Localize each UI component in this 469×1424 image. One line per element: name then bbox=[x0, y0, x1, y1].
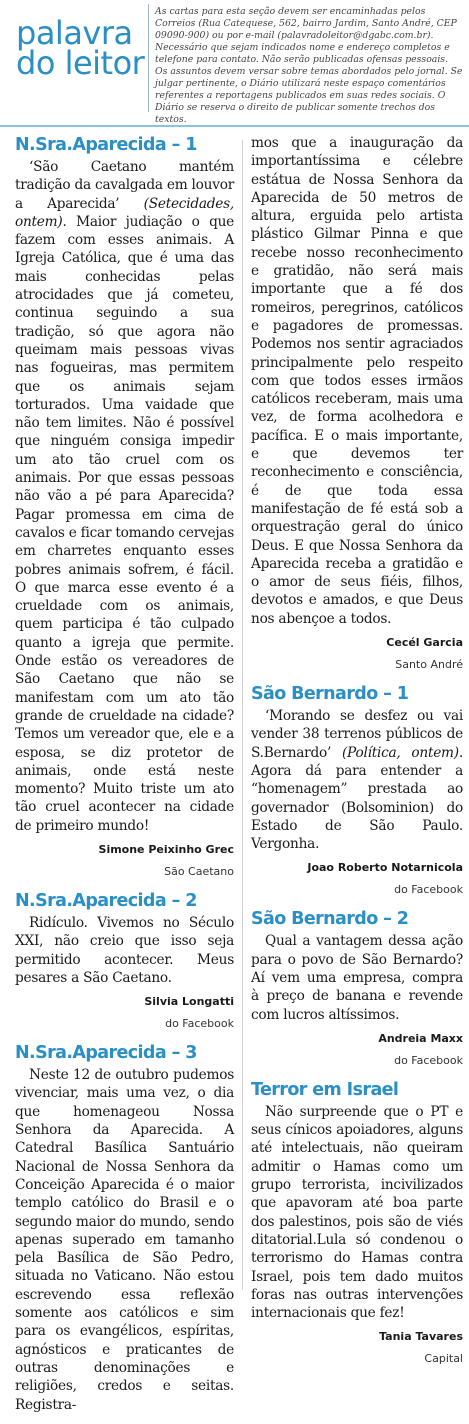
letter-title: N.Sra.Aparecida – 2 bbox=[15, 890, 197, 911]
letter-body: Neste 12 de outubro pudemos vivenciar, mais uma vez, o dia que homenageou Nossa Senhora da Aparecida. A Catedral Basílica Santuário Nacional de Nossa Senhora da Conceição Aparecida é o maior templo católico do Brasil e o segundo maior do mundo, sendo apenas superado em tamanho pela Basílica de São Pedro, situada no Vaticano. Não estou escrevendo essa reflexão somente aos católicos e sim para os evangélicos, espíritas, agnósticos e praticantes de outras denominações e religiões, credos e seitas. Registra- bbox=[15, 1067, 234, 1413]
letter-body: Ridículo. Vivemos no Século XXI, não creio que isso seja permitido acontecer. Meus pesares a São Caetano. bbox=[15, 914, 234, 986]
letter-body: Qual a vantagem dessa ação para o povo de São Bernardo? Aí vem uma empresa, compra à preço de banana e revende com lucros altíssimos. bbox=[251, 933, 463, 1023]
letter-quote: ‘São Caetano mantém tradição da cavalgada em louvor a Aparecida’ bbox=[15, 159, 234, 212]
letter-author: Cecél Garcia bbox=[386, 636, 463, 650]
letter-place: do Facebook bbox=[394, 883, 463, 897]
letter-body: Não surpreende que o PT e seus cínicos apoiadores, alguns até intelectuais, não queiram admitir o Hamas como um grupo terrorista, incivilizados que apavoram até boa parte dos palestinos, pois são de viés ditatorial.Lula só condenou o terrorismo do Hamas contra Israel, pois tem dado muitos foras nas outras intervenções internacionais que fez! bbox=[251, 1103, 463, 1322]
submission-disclaimer: As cartas para esta seção devem ser encaminhadas pelos Correios (Rua Catequese, 562, bairro Jardim, Santo André, CEP 09090-900) ou por e-mail (palavradoleitor@dgabc.com.br). Necessário que sejam indicados nome e endereço completos e telefone para contato. Não serão publicadas ofensas pessoais. Os assuntos devem versar sobre temas abordados pelo jornal. Se julgar pertinente, o Diário utilizará neste espaço comentários referentes a reportagens publicados em suas redes sociais. O Diário se reserva o direito de publicar somente trechos dos textos. bbox=[155, 6, 463, 125]
letter-author: Silvia Longatti bbox=[144, 995, 234, 1009]
letter-title: Terror em Israel bbox=[251, 1079, 399, 1100]
letter-title: N.Sra.Aparecida – 3 bbox=[15, 1043, 197, 1064]
page-header bbox=[0, 0, 469, 125]
letter-terror-israel bbox=[251, 1079, 463, 1368]
letter-aparecida-1 bbox=[15, 134, 234, 880]
left-column bbox=[15, 134, 234, 1424]
letter-source: (Política, ontem) bbox=[341, 744, 459, 761]
letter-author: Joao Roberto Notarnicola bbox=[307, 861, 463, 875]
column-divider bbox=[242, 140, 243, 1290]
letter-signature bbox=[15, 994, 234, 1032]
letter-text: . Agora dá para entender a “homenagem” prestada ao governador (Bolsominion) do Estado de São Paulo. Vergonha. bbox=[251, 744, 463, 853]
letter-source: (Setecidades, ontem) bbox=[15, 195, 234, 230]
letter-quote: ‘Morando se desfez ou vai vender 38 terrenos públicos de S.Bernardo’ bbox=[251, 708, 463, 761]
letter-title: São Bernardo – 2 bbox=[251, 909, 409, 930]
letter-author: Simone Peixinho Grec bbox=[98, 842, 234, 856]
letter-sao-bernardo-1 bbox=[251, 683, 463, 898]
letter-text: . Maior judiação o que fazem com esses animais. A Igreja Católica, que é uma das mais conhecidas pelas atrocidades que já cometeu, continua seguindo a sua tradição, só que agora não queimam mais pessoas vivas nas fogueiras, mas permitem que os animais sejam torturados. Uma vaidade que não tem limites. Não é possível que ninguém consiga impedir um ato tão cruel com os animais. Por que essas pessoas não vão a pé para Aparecida? Pagar promessa em cima de cavalos e ficar tomando cervejas em charretes enquanto esses pobres animais sofrem, é fácil. O que marca esse evento é a crueldade com os animais, quem participa é tão culpado quanto a igreja que permite. Onde estão os vereadores de São Caetano que não se manifestam com um ato tão grande de crueldade na cidade? Temos um vereador que, ele e a esposa, se diz protetor de animais, onde está neste momento? Muito triste um ato tão cruel acontecer na cidade de primeiro mundo! bbox=[15, 213, 234, 834]
section-title-line1: palavra bbox=[16, 14, 133, 52]
letter-signature bbox=[15, 842, 234, 880]
section-title bbox=[16, 14, 146, 82]
letter-place: São Caetano bbox=[164, 864, 234, 878]
right-column bbox=[251, 134, 463, 1377]
letter-signature bbox=[251, 1329, 463, 1367]
letter-title: São Bernardo – 1 bbox=[251, 684, 409, 705]
letter-place: Capital bbox=[424, 1352, 463, 1366]
header-divider bbox=[148, 4, 149, 112]
letter-sao-bernardo-2 bbox=[251, 908, 463, 1068]
section-title-line2: do leitor bbox=[16, 44, 145, 82]
letter-place: do Facebook bbox=[394, 1053, 463, 1067]
letter-author: Tania Tavares bbox=[379, 1330, 463, 1344]
letter-body bbox=[251, 707, 463, 853]
letter-place: do Facebook bbox=[165, 1017, 234, 1031]
letter-signature bbox=[251, 635, 463, 673]
header-rule bbox=[0, 125, 469, 127]
letter-title: N.Sra.Aparecida – 1 bbox=[15, 135, 197, 155]
letter-body-continued: mos que a inauguração da importantíssima e célebre estátua de Nossa Senhora da Aparecida de 50 metros de altura, erguida pelo artista plástico Gilmar Pinna e que recebe nosso reconhecimento e gratidão, não será mais importante que a fé dos romeiros, peregrinos, católicos e pagadores de promessas. Podemos nos sentir agraciados principalmente pelo respeito com que todos esses irmãos católicos receberam, mais uma vez, de forma acolhedora e pacífica. E o mais importante, e que devemos ter reconhecimento e consciência, é de que toda essa manifestação de fé está sob a orquestração geral do único Deus. E que Nossa Senhora da Aparecida receba a gratidão e o amor de seus fiéis, filhos, devotos e amados, e que Deus nos abençoe a todos. bbox=[251, 135, 463, 627]
letter-author: Andreia Maxx bbox=[378, 1031, 463, 1045]
letter-place: Santo André bbox=[395, 658, 463, 672]
letter-body bbox=[15, 158, 234, 835]
letter-aparecida-2 bbox=[15, 890, 234, 1032]
letter-signature bbox=[251, 1031, 463, 1069]
letter-aparecida-3-continued bbox=[251, 134, 463, 673]
letter-aparecida-3 bbox=[15, 1042, 234, 1414]
letter-signature bbox=[251, 860, 463, 898]
